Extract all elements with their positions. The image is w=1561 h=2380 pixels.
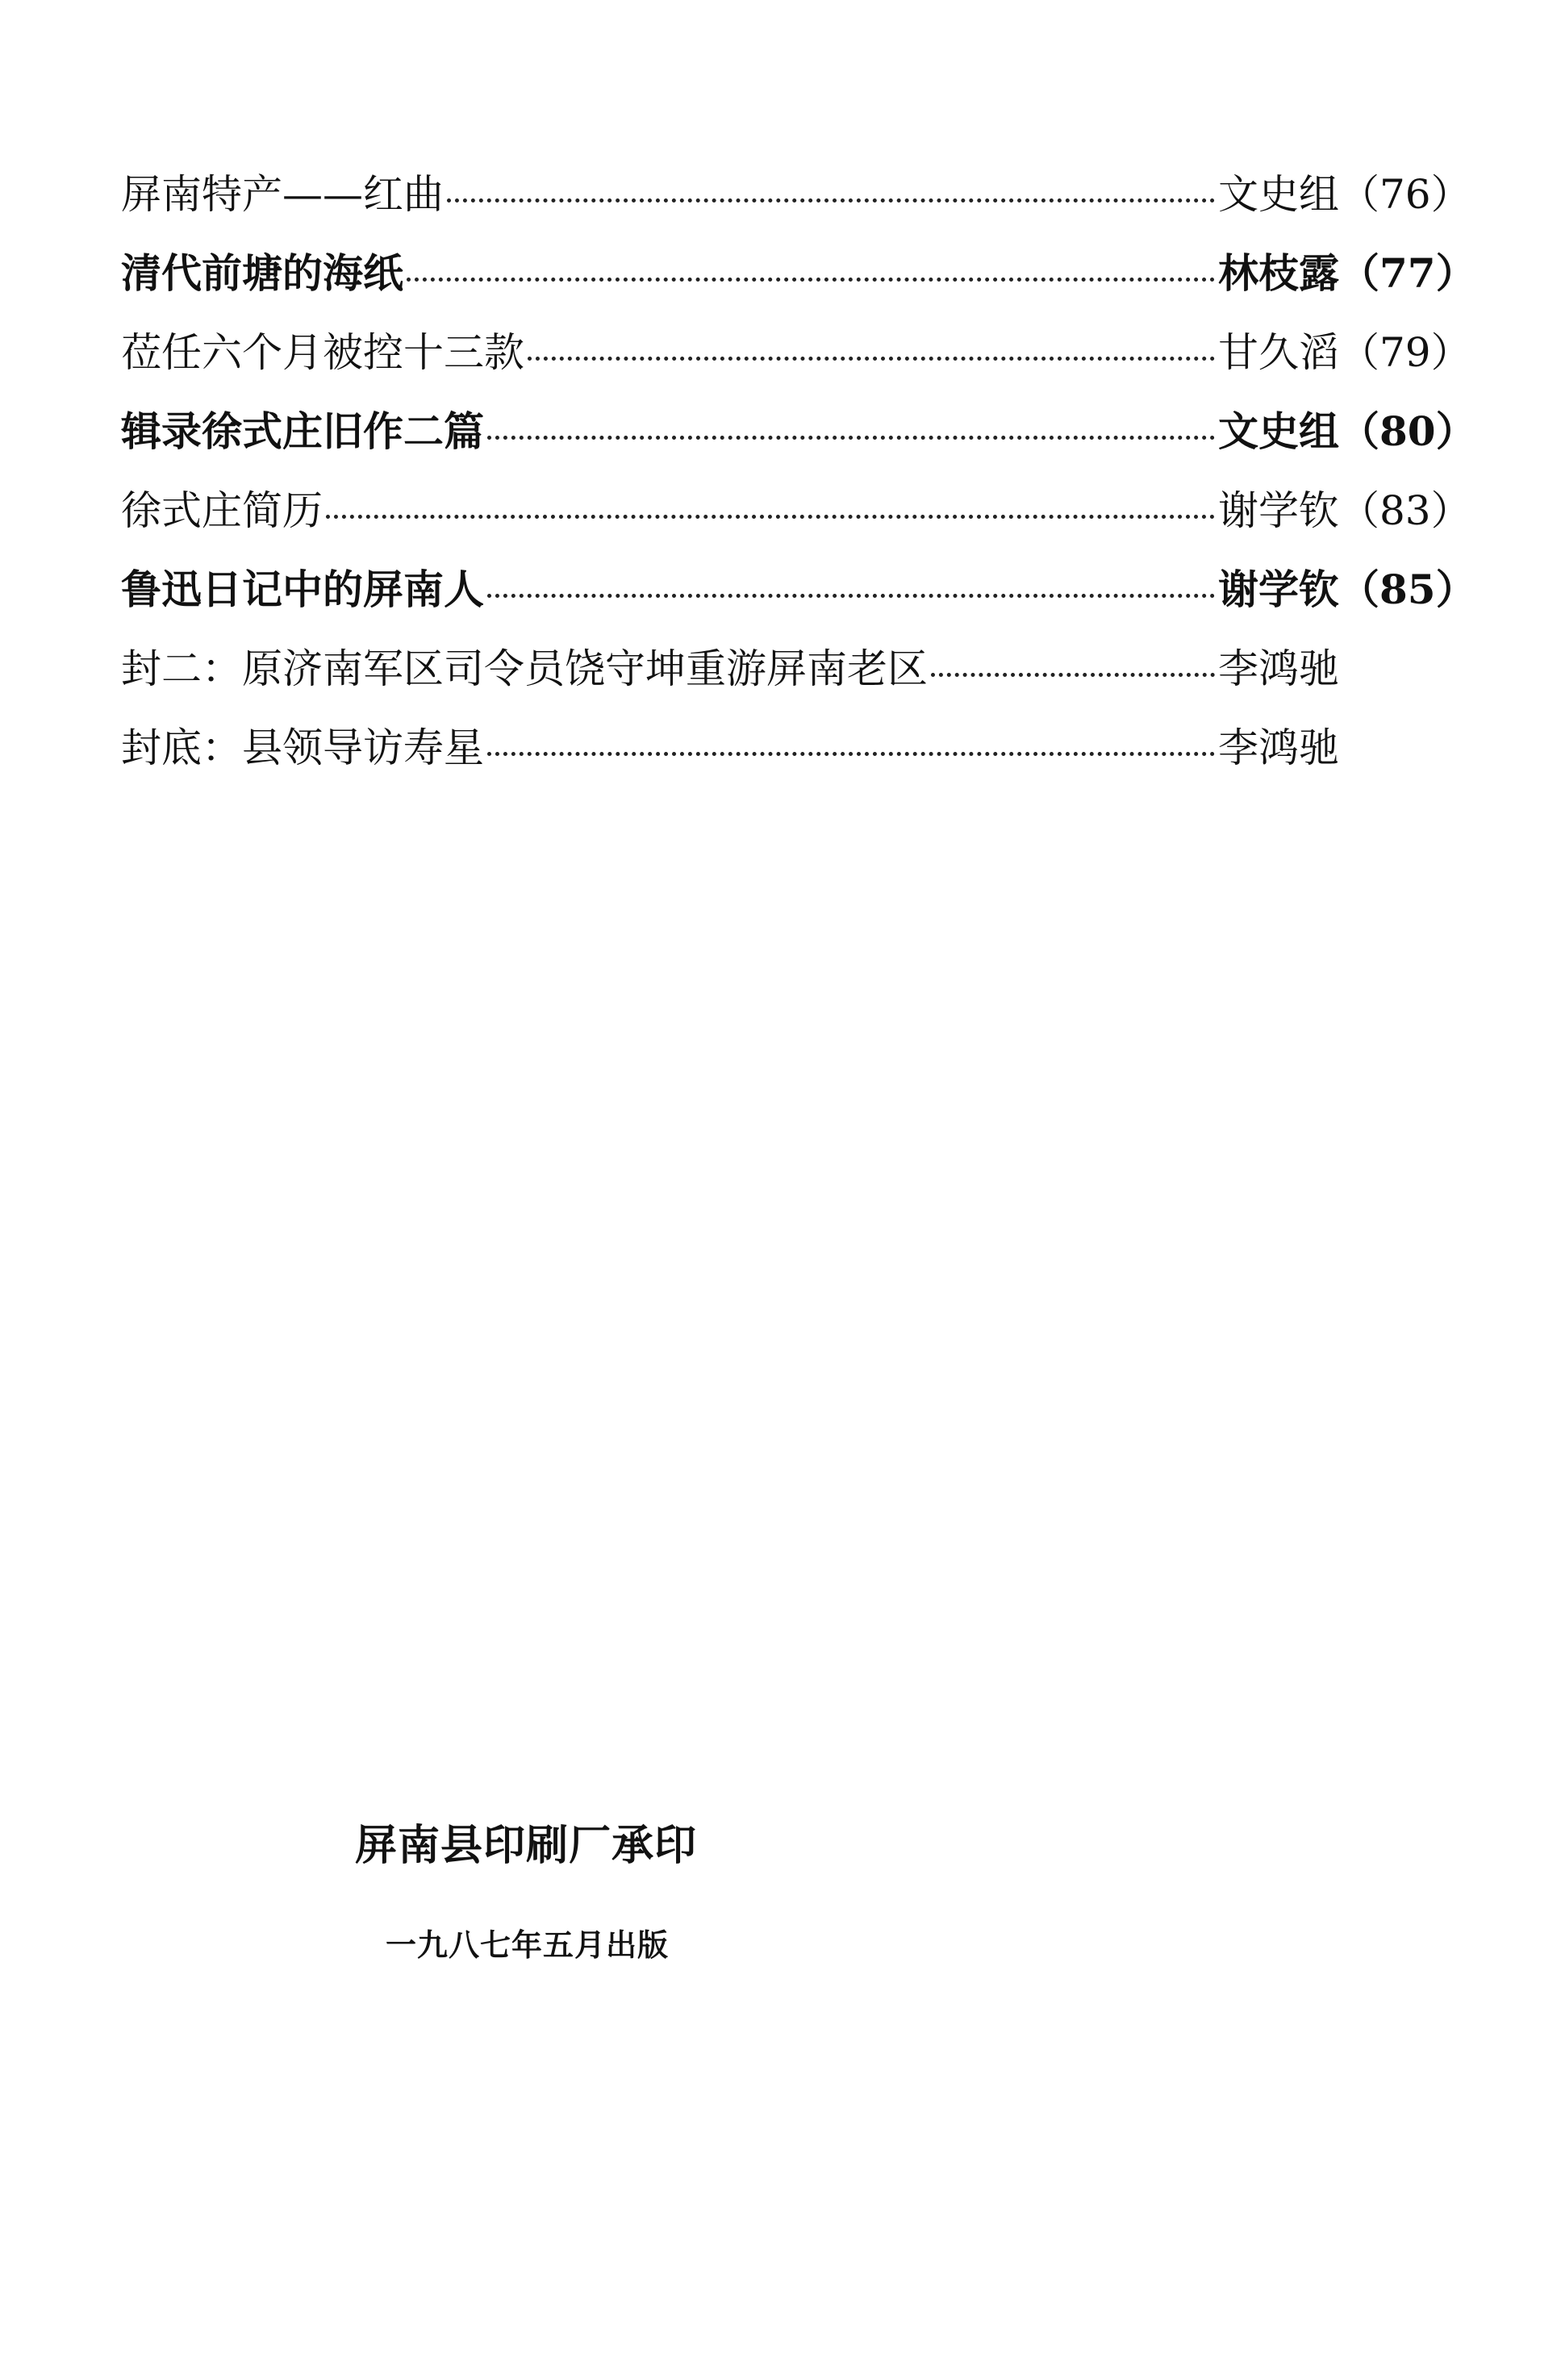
cover-credit (121, 629, 1476, 708)
printer-credit: 屏南县印刷厂承印 (355, 1821, 698, 1870)
toc-entry (121, 392, 1476, 471)
toc-entry-author: 文史组 (1218, 171, 1339, 218)
cover-credit (121, 708, 1476, 787)
toc-entry-page: （77） (1339, 249, 1476, 297)
toc-entry-title: 屏南特产——红曲 (121, 171, 444, 218)
dot-leader (931, 673, 1215, 677)
toc-entry-author: 文史组 (1218, 407, 1339, 455)
dot-leader (326, 515, 1215, 519)
toc-entry (121, 313, 1476, 392)
toc-entry-title: 辑录徐式庄旧作二篇 (121, 407, 484, 455)
toc-entry-page: （76） (1339, 171, 1471, 218)
toc-entry (121, 155, 1476, 234)
dot-leader (447, 198, 1215, 203)
toc-entry-author: 谢学钦 (1218, 487, 1339, 534)
toc-entry-page: （83） (1339, 487, 1471, 534)
toc-entry-author: 谢学钦 (1218, 566, 1339, 613)
dot-leader (528, 357, 1215, 361)
toc-entry-title: 莅任六个月被控十三款 (121, 329, 524, 376)
toc-entry-page: （80） (1339, 407, 1476, 455)
dot-leader (487, 752, 1215, 756)
toc-entry-title: 清代前塘的海纸 (121, 249, 403, 297)
cover-credit-title: 封二：原济南军区司令员饶守坤重游屏南老区 (121, 645, 928, 692)
toc-entry-title: 鲁迅日记中的屏南人 (121, 566, 484, 613)
cover-credit-author: 李鸿驰 (1218, 645, 1339, 692)
toc-entry-title: 徐式庄简历 (121, 487, 323, 534)
toc-entry-page: （85） (1339, 566, 1476, 613)
toc-entry-author: 甘久滔 (1218, 329, 1339, 376)
toc-entry (121, 234, 1476, 313)
toc-entry (121, 550, 1476, 629)
dot-leader (407, 278, 1215, 282)
cover-credit-title: 封底：县领导访寿星 (121, 724, 484, 771)
toc-entry-author: 林枝露 (1218, 249, 1339, 297)
toc-entry (121, 471, 1476, 550)
dot-leader (487, 594, 1215, 598)
table-of-contents (121, 155, 1476, 787)
cover-credit-author: 李鸿驰 (1218, 724, 1339, 771)
publication-date: 一九八七年五月出版 (386, 1927, 670, 1963)
toc-entry-page: （79） (1339, 329, 1471, 376)
dot-leader (487, 436, 1215, 440)
